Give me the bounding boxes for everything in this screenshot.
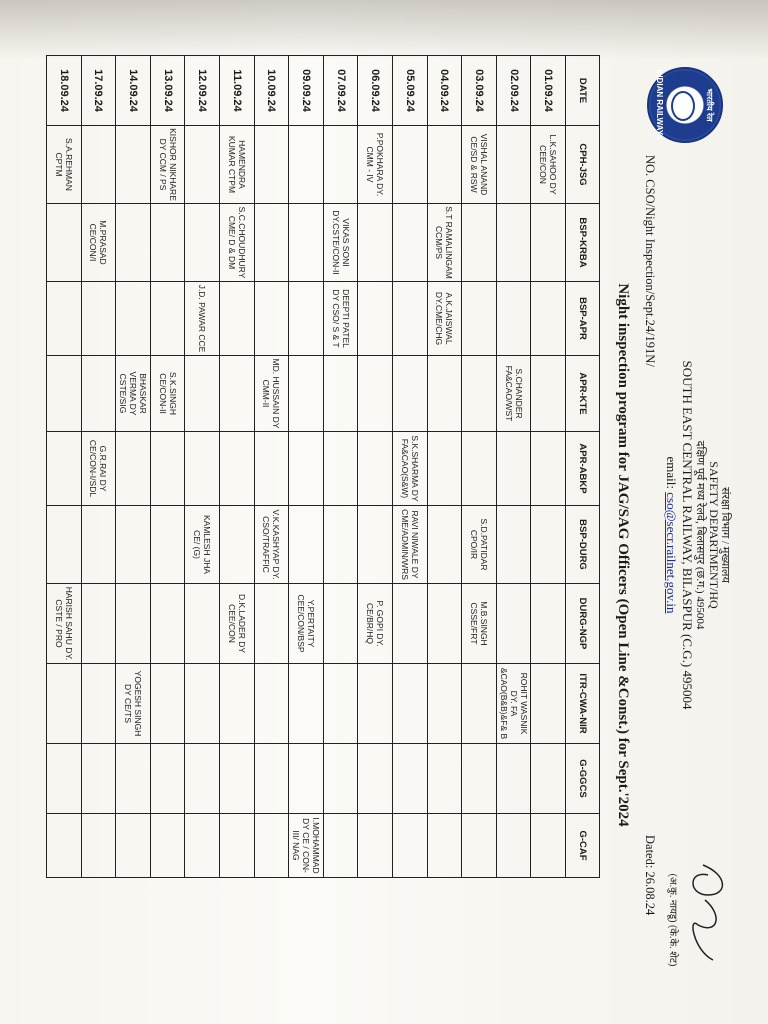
officer-cell: [357, 814, 392, 878]
officer-cell: [357, 356, 392, 432]
officer-cell: [254, 584, 289, 664]
officer-cell: [150, 744, 185, 814]
officer-cell: [392, 744, 427, 814]
officer-cell: [184, 356, 219, 432]
officer-cell: [81, 584, 116, 664]
date-cell: 13.09.24: [150, 56, 185, 126]
officer-cell: [254, 744, 289, 814]
officer-cell: [46, 282, 81, 356]
officer-cell: [427, 584, 462, 664]
officer-cell: [219, 664, 254, 744]
officer-cell: [288, 664, 323, 744]
officer-cell: [288, 126, 323, 204]
officer-cell: [81, 356, 116, 432]
column-header-g-ggcs: G-GGCS: [565, 744, 599, 814]
officer-cell: [323, 432, 358, 506]
officer-cell: [81, 282, 116, 356]
officer-cell: [427, 814, 462, 878]
hindi-department: संरक्षा विभाग / मुख्यालय: [719, 487, 731, 583]
officer-cell: [323, 814, 358, 878]
officer-cell: [496, 584, 531, 664]
officer-cell: [288, 506, 323, 584]
officer-cell: [150, 204, 185, 282]
officer-cell: [115, 584, 150, 664]
page-title: Night inspection program for JAG/SAG Officers (Open Line &Const.) for Sept.'2024: [615, 283, 631, 827]
officer-cell: S.A.REHMAN CPTM: [46, 126, 81, 204]
officer-cell: [530, 744, 565, 814]
date-cell: 03.09.24: [461, 56, 496, 126]
officer-cell: [427, 126, 462, 204]
officer-cell: VIKAS SONI DY.CSTE/CON-II: [323, 204, 358, 282]
inspection-table: [46, 55, 600, 878]
officer-cell: [427, 506, 462, 584]
officer-cell: [219, 814, 254, 878]
column-header-itr-cwa-nir: ITR-CWA-NIR: [565, 664, 599, 744]
date-cell: 09.09.24: [288, 56, 323, 126]
officer-cell: [392, 204, 427, 282]
officer-cell: [254, 204, 289, 282]
officer-cell: [219, 744, 254, 814]
rotated-document: [35, 55, 735, 1015]
officer-cell: [150, 282, 185, 356]
officer-cell: [530, 664, 565, 744]
officer-cell: [496, 814, 531, 878]
officer-cell: V.K.KASHYAP DY. CSO/TRAFFIC: [254, 506, 289, 584]
date-cell: 10.09.24: [254, 56, 289, 126]
officer-cell: HARISH SAHU DY. CSTE / PRO: [46, 584, 81, 664]
officer-cell: [219, 506, 254, 584]
officer-cell: [115, 282, 150, 356]
column-header-apr-abkp: APR-ABKP: [565, 432, 599, 506]
date-cell: 18.09.24: [46, 56, 81, 126]
hindi-railway-address: दक्षिण पूर्व मध्य रेलवे, बिलासपुर (छ.ग.) 495004: [694, 440, 706, 630]
officer-cell: S.D.PATIDAR CPO/IR: [461, 506, 496, 584]
signature: [683, 855, 733, 965]
officer-cell: [115, 432, 150, 506]
officer-cell: [254, 126, 289, 204]
officer-cell: [496, 204, 531, 282]
officer-cell: [254, 814, 289, 878]
officer-cell: [184, 664, 219, 744]
officer-cell: [427, 432, 462, 506]
officer-cell: [288, 282, 323, 356]
officer-cell: [461, 356, 496, 432]
officer-cell: [323, 506, 358, 584]
officer-cell: [81, 744, 116, 814]
officer-cell: [115, 204, 150, 282]
column-header-durg-ngp: DURG-NGP: [565, 584, 599, 664]
officer-cell: [288, 356, 323, 432]
officer-cell: [530, 506, 565, 584]
officer-cell: [46, 744, 81, 814]
officer-cell: KISHOR NIKHARE DY CCM / PS: [150, 126, 185, 204]
officer-cell: KAMLESH JHA CE/ (G): [184, 506, 219, 584]
officer-cell: BHASKAR VERMA DY CSTE/SIG: [115, 356, 150, 432]
officer-cell: M.PRASAD CE/CON/I: [81, 204, 116, 282]
officer-cell: [81, 126, 116, 204]
officer-cell: S.C.CHOUDHURY CME/ D & DM: [219, 204, 254, 282]
officer-cell: [357, 744, 392, 814]
officer-cell: [496, 432, 531, 506]
column-header-bsp-krba: BSP-KRBA: [565, 204, 599, 282]
officer-cell: [254, 282, 289, 356]
officer-cell: [530, 432, 565, 506]
officer-cell: [323, 664, 358, 744]
date-cell: 01.09.24: [530, 56, 565, 126]
officer-cell: [357, 432, 392, 506]
dated: Dated: 26.08.24: [643, 835, 657, 916]
officer-cell: [357, 204, 392, 282]
officer-cell: [288, 432, 323, 506]
department-name: SAFETY DEPARTMENT/HQ: [707, 461, 721, 609]
email-link[interactable]: cso@secr.railnet.gov.in: [664, 492, 679, 614]
officer-cell: I.MOHAMMAD DY CE / CON-III/ NAG: [288, 814, 323, 878]
officer-cell: M.B.SINGH CSSE/FRT: [461, 584, 496, 664]
officer-cell: [357, 282, 392, 356]
officer-cell: L.K.SAHOO DY CEE/CON: [530, 126, 565, 204]
officer-cell: [496, 282, 531, 356]
officer-cell: [357, 506, 392, 584]
officer-cell: [461, 432, 496, 506]
officer-cell: [392, 356, 427, 432]
column-header-date: DATE: [565, 56, 599, 126]
officer-cell: D.K.LADER DY CEE/CON: [219, 584, 254, 664]
date-cell: 02.09.24: [496, 56, 531, 126]
officer-cell: [81, 814, 116, 878]
officer-cell: [184, 126, 219, 204]
date-cell: 12.09.24: [184, 56, 219, 126]
officer-cell: [46, 204, 81, 282]
officer-cell: HAMENDRA KUMAR CTPM: [219, 126, 254, 204]
officer-cell: DEEPTI PATEL DY CSO/ S & T: [323, 282, 358, 356]
officer-cell: [323, 584, 358, 664]
officer-cell: S.T RAMALINGAM CCM/PS: [427, 204, 462, 282]
officer-cell: P.POKHARA DY. CMM - IV: [357, 126, 392, 204]
officer-cell: [46, 664, 81, 744]
officer-cell: A.K.JAISWAL DY.CME/CHG: [427, 282, 462, 356]
column-header-apr-kte: APR-KTE: [565, 356, 599, 432]
officer-cell: S.CHANDER FA&CAO/WST: [496, 356, 531, 432]
officer-cell: [427, 744, 462, 814]
officer-cell: [115, 814, 150, 878]
officer-cell: [461, 664, 496, 744]
officer-cell: [115, 506, 150, 584]
officer-cell: [496, 506, 531, 584]
signature-name-hindi: (अ.कु. नायडू) (के.के. शेट): [667, 873, 678, 967]
officer-cell: [184, 744, 219, 814]
officer-cell: [392, 282, 427, 356]
officer-cell: [184, 204, 219, 282]
officer-cell: [461, 744, 496, 814]
officer-cell: [530, 814, 565, 878]
date-cell: 07.09.24: [323, 56, 358, 126]
officer-cell: [184, 814, 219, 878]
officer-cell: [219, 356, 254, 432]
date-cell: 05.09.24: [392, 56, 427, 126]
officer-cell: S.K.SHARMA DY FA&CAO(S&W): [392, 432, 427, 506]
column-header-g-caf: G-CAF: [565, 814, 599, 878]
officer-cell: [392, 584, 427, 664]
officer-cell: [184, 584, 219, 664]
officer-cell: P. GOPI DY. CE/BR/HQ: [357, 584, 392, 664]
page-shadow: [0, 0, 768, 60]
officer-cell: [150, 506, 185, 584]
officer-cell: Y.PERTAITY CEE/CON/BSP: [288, 584, 323, 664]
officer-cell: [461, 204, 496, 282]
officer-cell: [115, 126, 150, 204]
column-header-bsp-durg: BSP-DURG: [565, 506, 599, 584]
officer-cell: [392, 664, 427, 744]
officer-cell: [46, 356, 81, 432]
officer-cell: [288, 744, 323, 814]
reference-number: NO. CSO/Night Inspection/Sept.24/191N/: [643, 155, 657, 367]
officer-cell: [115, 744, 150, 814]
date-cell: 06.09.24: [357, 56, 392, 126]
column-header-cph-jsg: CPH-JSG: [565, 126, 599, 204]
officer-cell: [496, 744, 531, 814]
officer-cell: [530, 584, 565, 664]
email-line: email: cso@secr.railnet.gov.in: [664, 456, 679, 614]
officer-cell: [461, 814, 496, 878]
officer-cell: [254, 664, 289, 744]
officer-cell: ROHIT WASNIK DY. FA &CAO(B&B)&F& B: [496, 664, 531, 744]
officer-cell: [81, 664, 116, 744]
officer-cell: [184, 432, 219, 506]
officer-cell: [46, 506, 81, 584]
officer-cell: RAVI NIWALE DY CME/ADMIN/WRS: [392, 506, 427, 584]
officer-cell: [219, 432, 254, 506]
officer-cell: [392, 814, 427, 878]
officer-cell: [530, 356, 565, 432]
officer-cell: [392, 126, 427, 204]
officer-cell: [150, 814, 185, 878]
officer-cell: [219, 282, 254, 356]
officer-cell: [81, 506, 116, 584]
officer-cell: [427, 356, 462, 432]
officer-cell: [323, 356, 358, 432]
officer-cell: MD. HUSSAIN DY CMM-II: [254, 356, 289, 432]
officer-cell: YOGESH SINGH DY CE/TS: [115, 664, 150, 744]
indian-railways-logo: भारतीय रेल INDIAN RAILWAYS: [647, 67, 723, 143]
officer-cell: [150, 432, 185, 506]
railway-address: SOUTH EAST CENTRAL RAILWAY, BILASPUR (C.G.) 495004: [680, 360, 695, 710]
officer-cell: J.D. PAWAR CCE: [184, 282, 219, 356]
officer-cell: [530, 204, 565, 282]
officer-cell: S.K.SINGH CE/CON-II: [150, 356, 185, 432]
date-cell: 04.09.24: [427, 56, 462, 126]
officer-cell: [254, 432, 289, 506]
officer-cell: [530, 282, 565, 356]
officer-cell: [461, 282, 496, 356]
officer-cell: [150, 664, 185, 744]
date-cell: 14.09.24: [115, 56, 150, 126]
officer-cell: [288, 204, 323, 282]
date-cell: 17.09.24: [81, 56, 116, 126]
column-header-bsp-apr: BSP-APR: [565, 282, 599, 356]
officer-cell: [323, 744, 358, 814]
officer-cell: [46, 814, 81, 878]
officer-cell: [46, 432, 81, 506]
officer-cell: [357, 664, 392, 744]
officer-cell: G.R.RAI DY CE/CON-I/SDL: [81, 432, 116, 506]
officer-cell: [150, 584, 185, 664]
date-cell: 11.09.24: [219, 56, 254, 126]
officer-cell: VISHAL ANAND CE/SD & RSW: [461, 126, 496, 204]
officer-cell: [323, 126, 358, 204]
officer-cell: [427, 664, 462, 744]
officer-cell: [496, 126, 531, 204]
